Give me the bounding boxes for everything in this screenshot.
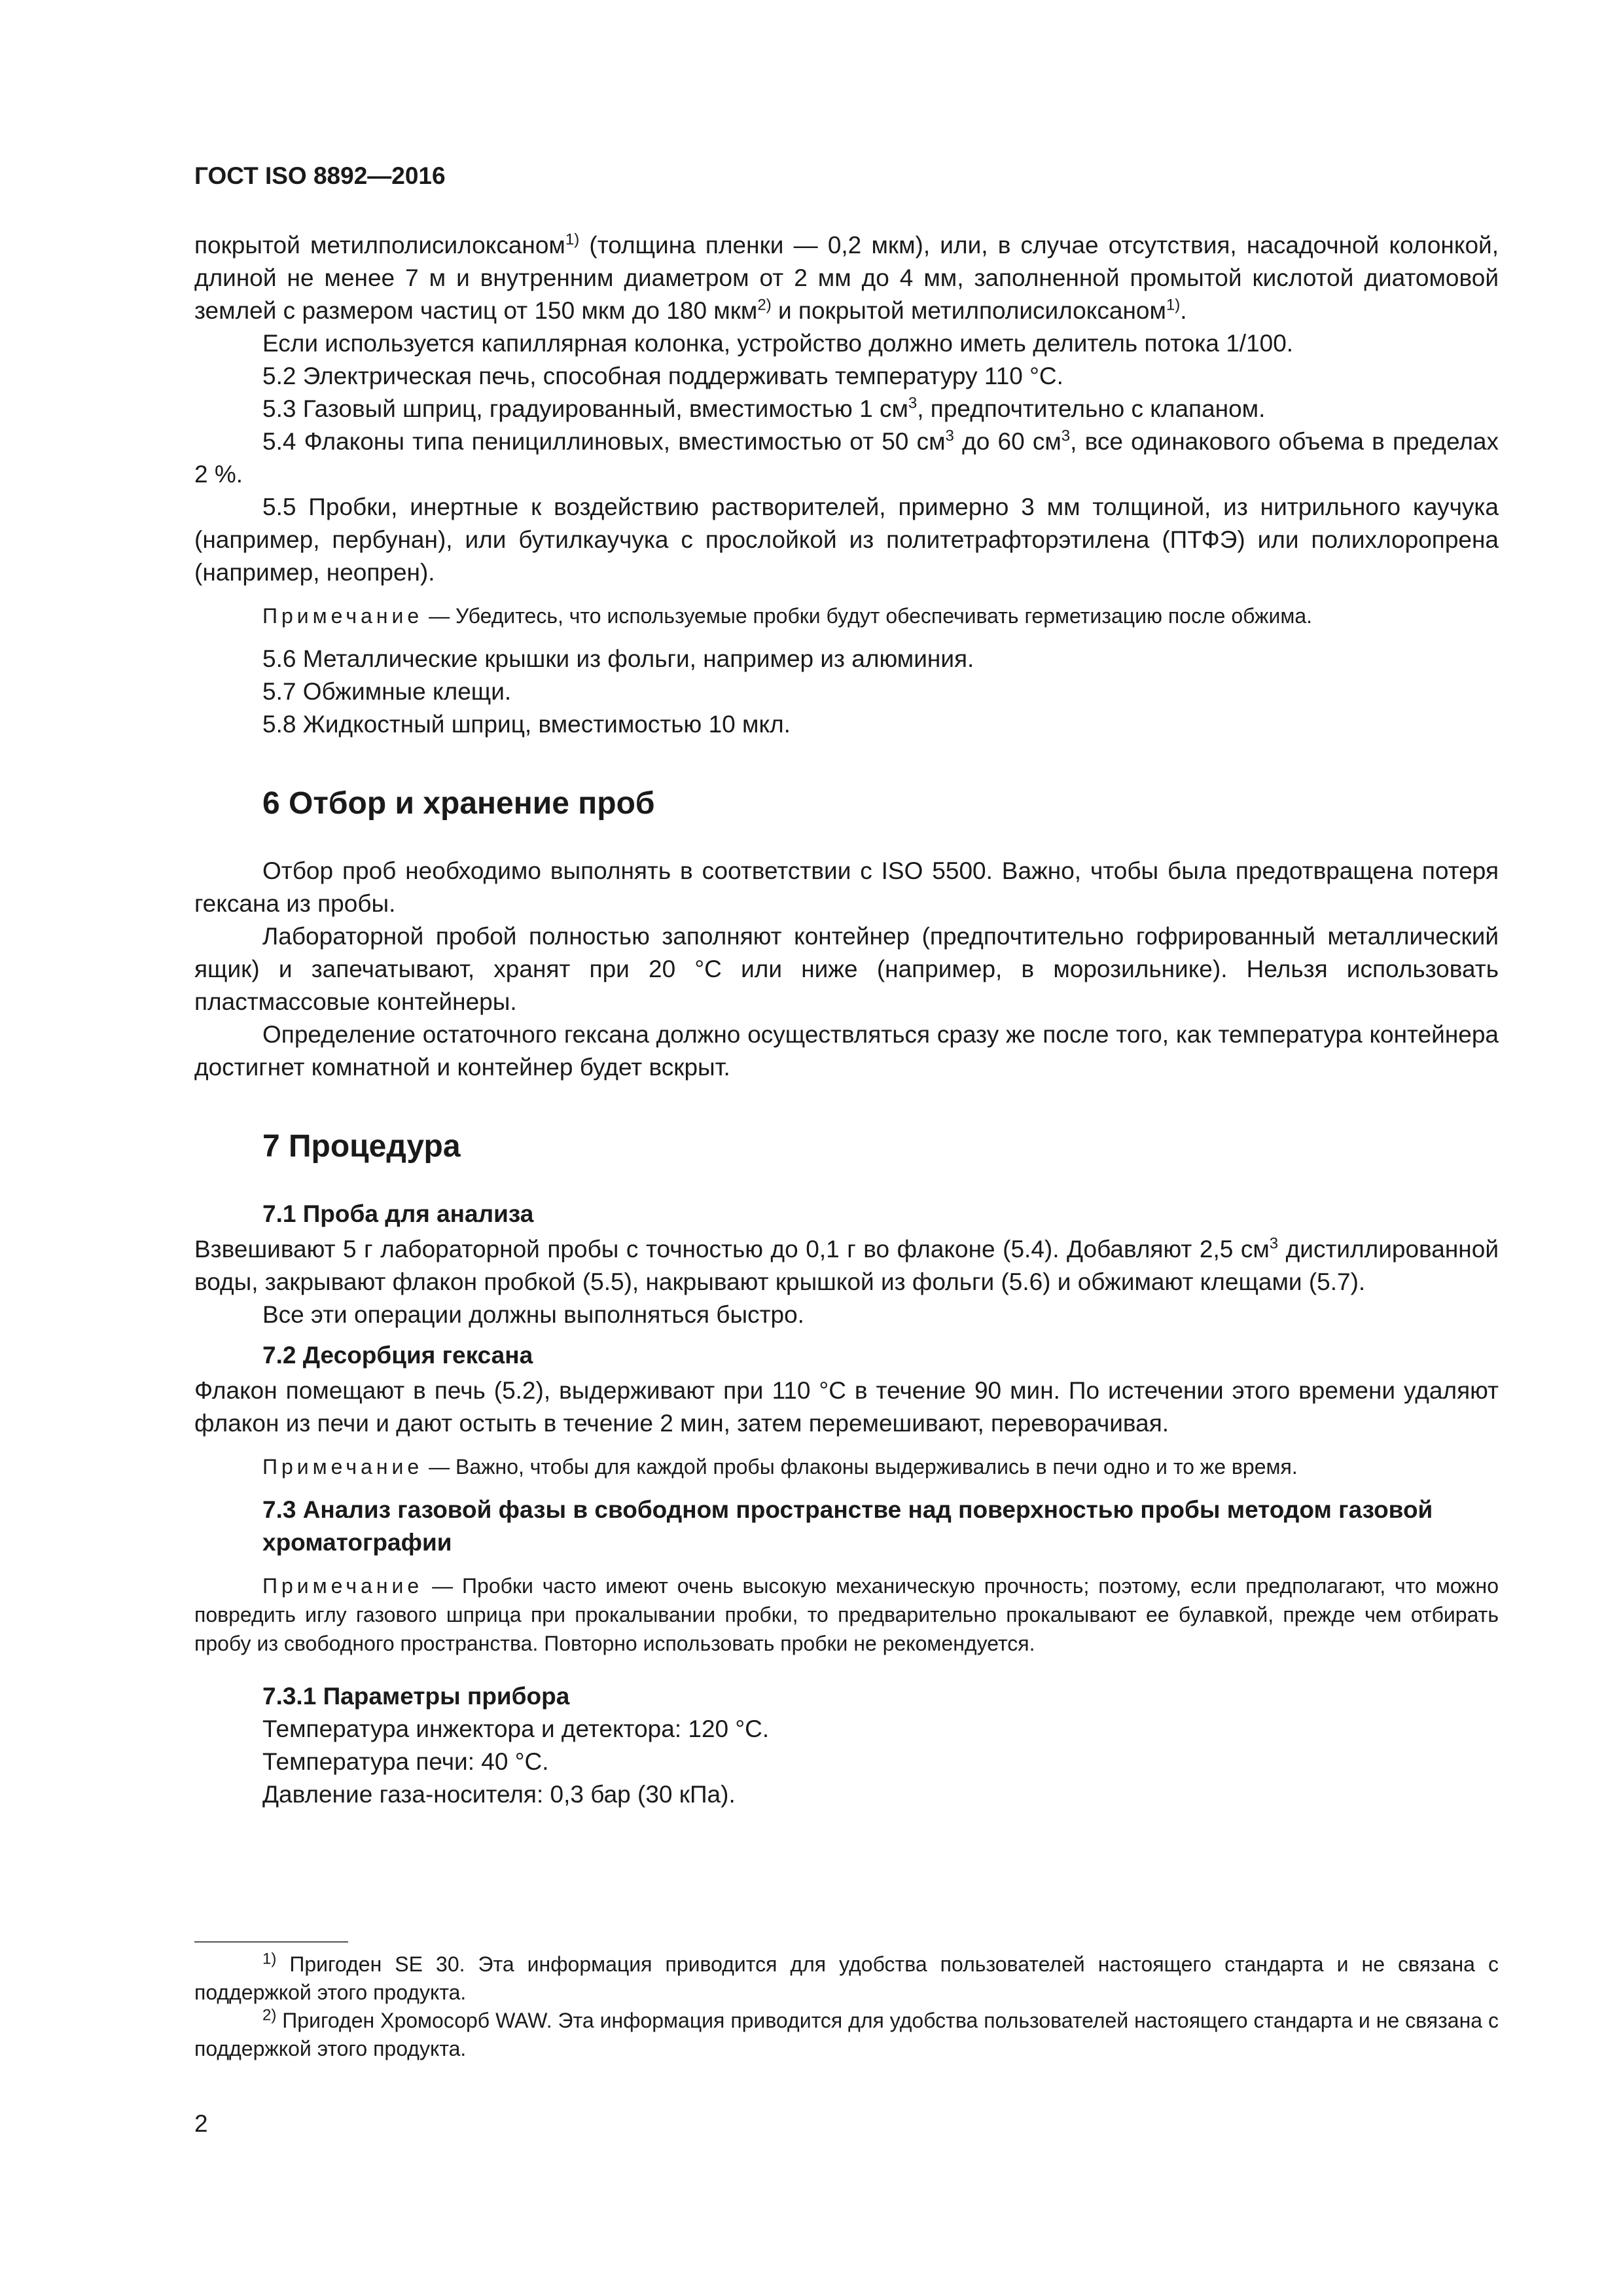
item-5-5: 5.5 Пробки, инертные к воздействию растворителей, примерно 3 мм толщиной, из нитрильного каучука (например, пербунан), или бутилкаучука с прослойкой из политетрафторэтилена (ПТФЭ) или полихлоропрена (например, неопрен). xyxy=(194,493,1499,586)
subsection-7-1-heading: 7.1 Проба для анализа xyxy=(262,1200,534,1227)
section-6-heading: 6 Отбор и хранение проб xyxy=(262,786,655,821)
item-5-4: 5.4 Флаконы типа пенициллиновых, вместимостью от 50 $см^3$ до 60 $см^3$, все одинакового объема в пределах 2 %. xyxy=(194,427,1499,488)
footnotes xyxy=(194,1950,1499,2063)
subsection-7-3-1-heading: 7.3.1 Параметры прибора xyxy=(262,1683,570,1710)
running-header: ГОСТ ISO 8892—2016 xyxy=(194,162,446,189)
section-7-heading: 7 Процедура xyxy=(262,1129,461,1164)
param-carrier-pressure: Давление газа-носителя: 0,3 бар (30 кПа). xyxy=(262,1781,736,1808)
footnote-ref[interactable]: 1) xyxy=(1166,296,1181,314)
item-5-2: 5.2 Электрическая печь, способная поддерживать температуру 110 °С. xyxy=(262,363,1063,389)
paragraph-flow-splitter: Если используется капиллярная колонка, устройство должно иметь делитель потока 1/100. xyxy=(262,330,1294,357)
subsection-7-2-paragraph: Флакон помещают в печь (5.2), выдерживают при 110 °С в течение 90 мин. По истечении этого времени удаляют флакон из печи и дают остыть в течение 2 мин, затем перемешивают, переворачивая. xyxy=(194,1377,1499,1437)
param-injector-temp: Температура инжектора и детектора: 120 °С. xyxy=(262,1715,770,1742)
footnote-1: $^{1)}$ Пригоден SE 30. Эта информация приводится для удобства пользователей настоящего стандарта и не связана с поддержкой этого продукта. xyxy=(194,1950,1499,2004)
item-5-7: 5.7 Обжимные клещи. xyxy=(262,678,512,705)
paragraph-column-spec: покрытой метилполисилоксаном$^{1)}$ (толщина пленки — 0,2 мкм), или, в случае отсутствия, насадочной колонкой, длиной не менее 7 м и внутренним диаметром от 2 мм до 4 мм, заполненной промытой кислотой диатомовой землей с размером частиц от 150 мкм до 180 мкм$^{2)}$ и покрытой метилполисилоксаном$^{1)}$. xyxy=(194,230,1499,324)
item-5-8: 5.8 Жидкостный шприц, вместимостью 10 мкл. xyxy=(262,711,791,738)
footnote-ref[interactable]: 2) xyxy=(757,296,772,314)
subsection-7-1-paragraph-2: Все эти операции должны выполняться быстро. xyxy=(262,1301,804,1328)
section-6-paragraph-1: Отбор проб необходимо выполнять в соответствии с ISO 5500. Важно, чтобы была предотвращена потеря гексана из пробы. xyxy=(194,857,1499,917)
subsection-7-2-heading: 7.2 Десорбция гексана xyxy=(262,1342,533,1369)
page-number: 2 xyxy=(194,2110,208,2137)
note-stoppers: Примечание — Убедитесь, что используемые пробки будут обеспечивать герметизацию после обжима. xyxy=(262,604,1313,628)
page-body xyxy=(194,229,1499,1811)
footnote-divider xyxy=(194,1941,348,1943)
footnote-ref[interactable]: 1) xyxy=(565,230,580,249)
section-6-paragraph-3: Определение остаточного гексана должно осуществляться сразу же после того, как температура контейнера достигнет комнатной и контейнер будет вскрыт. xyxy=(194,1021,1499,1081)
item-5-3: 5.3 Газовый шприц, градуированный, вместимостью 1 $см^3$, предпочтительно с клапаном. xyxy=(262,394,1266,422)
note-stopper-strength: Примечание — Пробки часто имеют очень высокую механическую прочность; поэтому, если предполагают, что можно повредить иглу газового шприца при прокалывании пробки, то предварительно прокалывают ее булавкой, прежде чем отбирать пробу из свободного пространства. Повторно использовать пробки не рекомендуется. xyxy=(194,1574,1499,1655)
item-5-6: 5.6 Металлические крышки из фольги, например из алюминия. xyxy=(262,645,974,672)
subsection-7-3-heading: 7.3 Анализ газовой фазы в свободном пространстве над поверхностью пробы методом газовой хроматографии xyxy=(262,1496,1433,1556)
note-same-time: Примечание — Важно, чтобы для каждой пробы флаконы выдерживались в печи одно и то же время. xyxy=(262,1455,1298,1479)
section-6-paragraph-2: Лабораторной пробой полностью заполняют контейнер (предпочтительно гофрированный металлический ящик) и запечатывают, хранят при 20 °С или ниже (например, в морозильнике). Нельзя использовать пластмассовые контейнеры. xyxy=(194,923,1499,1015)
note-label: Примечание xyxy=(262,604,423,628)
subsection-7-1-paragraph: Взвешивают 5 г лабораторной пробы с точностью до 0,1 г во флаконе (5.4). Добавляют 2,5 $см^3$ дистиллированной воды, закрывают флакон пробкой (5.5), накрывают крышкой из фольги (5.6) и обжимают клещами (5.7). xyxy=(194,1234,1499,1295)
param-oven-temp: Температура печи: 40 °С. xyxy=(262,1748,549,1775)
footnote-2: $^{2)}$ Пригоден Хромосорб WAW. Эта информация приводится для удобства пользователей настоящего стандарта и не связана с поддержкой этого продукта. xyxy=(194,2006,1499,2060)
